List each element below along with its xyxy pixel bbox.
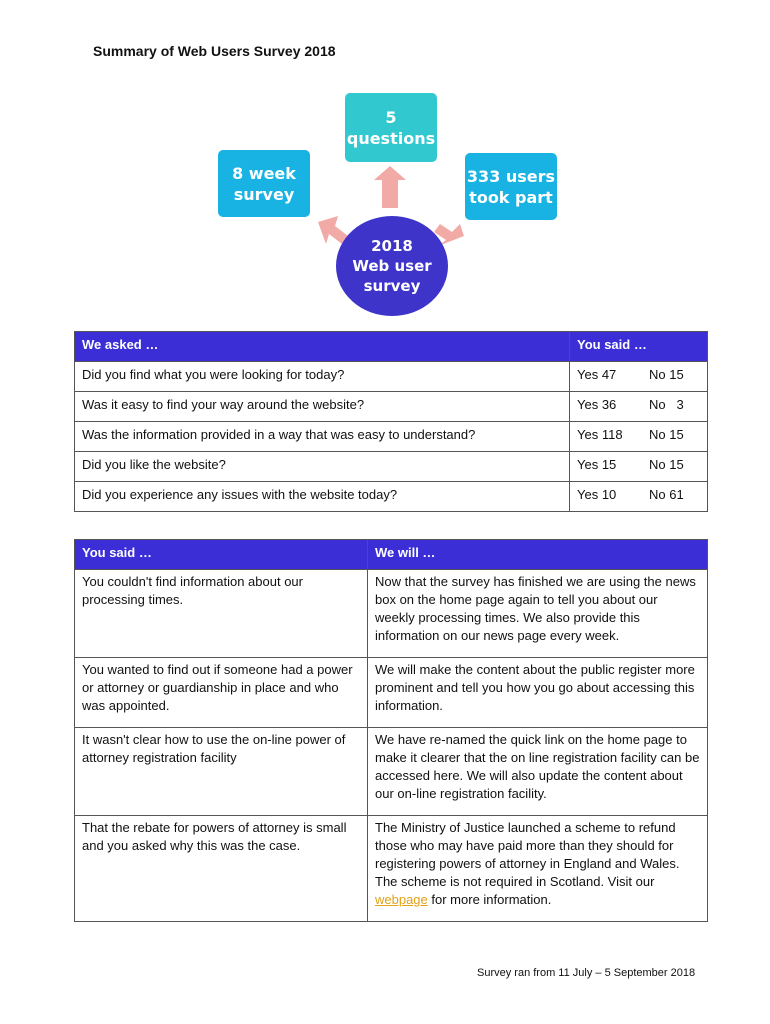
answer-cell <box>570 392 708 422</box>
answer-cell <box>570 362 708 392</box>
question-cell: Did you experience any issues with the website today? <box>75 482 570 512</box>
questions-table <box>74 331 708 512</box>
table-header-row <box>75 540 708 570</box>
participants-box: 333 users took part <box>465 153 557 220</box>
response-text-end: for more information. <box>427 892 552 907</box>
no-count: No 3 <box>649 397 684 412</box>
question-cell: Was the information provided in a way that was easy to understand? <box>75 422 570 452</box>
table-row <box>75 362 708 392</box>
question-cell: Did you find what you were looking for today? <box>75 362 570 392</box>
survey-diagram <box>0 0 770 330</box>
table-row <box>75 482 708 512</box>
response-text: The Ministry of Justice launched a scheme to refund those who may have paid more than they should for registering powers of attorney in England and Wales. The scheme is not required in Scotland. Visit our <box>375 820 680 889</box>
duration-box: 8 week survey <box>218 150 310 217</box>
yes-count: Yes 118 <box>577 427 623 442</box>
feedback-cell: That the rebate for powers of attorney is small and you asked why this was the case. <box>75 816 368 922</box>
yes-count: Yes 10 <box>577 487 617 502</box>
yes-count: Yes 47 <box>577 367 617 382</box>
survey-dates-footer: Survey ran from 11 July – 5 September 2018 <box>477 967 696 979</box>
table-row <box>75 658 708 728</box>
no-count: No 15 <box>649 457 684 472</box>
header-we-asked: We asked … <box>75 332 570 362</box>
answer-cell <box>570 452 708 482</box>
question-cell: Was it easy to find your way around the website? <box>75 392 570 422</box>
actions-table <box>74 539 708 922</box>
table-row <box>75 452 708 482</box>
header-you-said: You said … <box>75 540 368 570</box>
response-cell <box>368 816 708 922</box>
table-row <box>75 422 708 452</box>
header-we-will: We will … <box>368 540 708 570</box>
response-cell: Now that the survey has finished we are using the news box on the home page again to tell you about our weekly processing times. We also provide this information on our news page every week. <box>368 570 708 658</box>
yes-count: Yes 36 <box>577 397 617 412</box>
header-you-said: You said … <box>570 332 708 362</box>
table-header-row <box>75 332 708 362</box>
feedback-cell: It wasn't clear how to use the on-line power of attorney registration facility <box>75 728 368 816</box>
survey-center-circle: 2018 Web user survey <box>336 216 448 316</box>
question-cell: Did you like the website? <box>75 452 570 482</box>
no-count: No 15 <box>649 367 684 382</box>
no-count: No 61 <box>649 487 684 502</box>
table-row <box>75 570 708 658</box>
feedback-cell: You couldn't find information about our processing times. <box>75 570 368 658</box>
table-row <box>75 392 708 422</box>
page-title: Summary of Web Users Survey 2018 <box>93 43 336 59</box>
questions-box: 5 questions <box>345 93 437 162</box>
answer-cell <box>570 482 708 512</box>
response-cell: We will make the content about the public register more prominent and tell you how you go about accessing this information. <box>368 658 708 728</box>
answer-cell <box>570 422 708 452</box>
arrow-up <box>374 166 406 208</box>
webpage-link[interactable]: webpage <box>375 892 428 907</box>
feedback-cell: You wanted to find out if someone had a power or attorney or guardianship in place and who was appointed. <box>75 658 368 728</box>
yes-count: Yes 15 <box>577 457 617 472</box>
table-row <box>75 728 708 816</box>
no-count: No 15 <box>649 427 684 442</box>
response-cell: We have re-named the quick link on the home page to make it clearer that the on line registration facility can be accessed here. We will also update the content about our on-line registration facility. <box>368 728 708 816</box>
table-row <box>75 816 708 922</box>
